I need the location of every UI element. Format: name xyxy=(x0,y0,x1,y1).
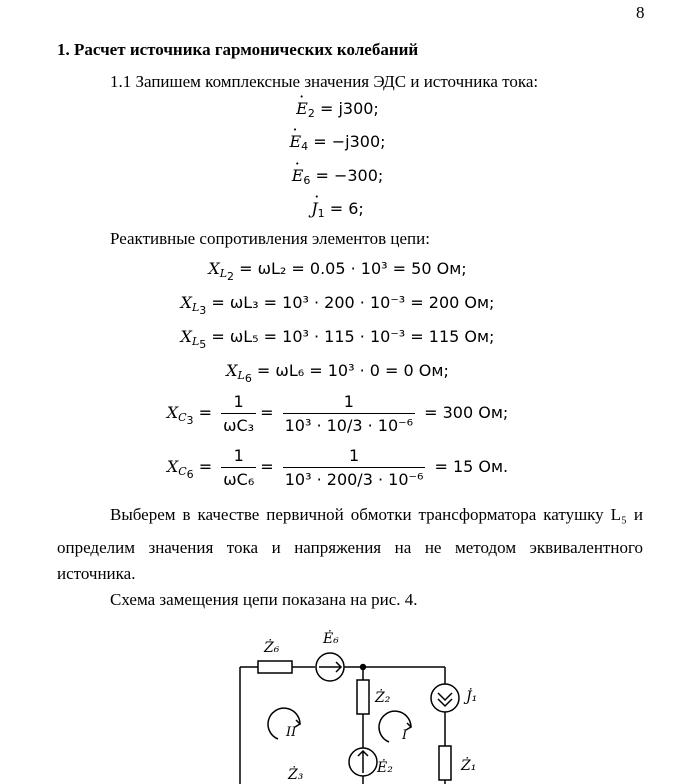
equation-xl2: $X_{L_2} = \omega L_2 = 0.05 \cdot 10^3 = 50$ Ом; xyxy=(208,259,467,283)
label-e6: Ė₆ xyxy=(323,631,339,647)
paragraph-transformer-line1: Выберем в качестве первичной обмотки трансформатора катушку L₅ и xyxy=(110,505,643,524)
resistor-z2 xyxy=(357,680,369,714)
section-heading: 1. Расчет источника гармонических колебаний xyxy=(57,40,419,59)
equation-xl6: $X_{L_6} = \omega L_6 = 10^3 \cdot 0 = 0$ Ом; xyxy=(226,361,449,385)
equation-xl3: $X_{L_3} = \omega L_3 = 10^3 \cdot 200 \cdot 10^{-3} = 200$ Ом; xyxy=(180,293,495,317)
label-e2: Ė₂ xyxy=(377,760,393,776)
equation-xc3: $X_{C_3}$ = $\frac{1}{\text{ωC₃}}$ = $\frac{1}{\text{10³ · 10/3 · 10⁻⁶}}$ = 300 Ом; xyxy=(166,392,509,435)
paragraph-transformer-line3: источника. xyxy=(57,564,136,583)
label-z2: Ż₂ xyxy=(375,690,391,706)
label-z3: Ż₃ xyxy=(288,767,304,783)
label-z6: Ż₆ xyxy=(264,640,280,656)
figure-reference-text: Схема замещения цепи показана на рис. 4. xyxy=(110,590,418,609)
label-j1: J̇₁ xyxy=(466,689,478,705)
reactive-title: Реактивные сопротивления элементов цепи: xyxy=(110,229,430,248)
equation-xc6: $X_{C_6}$ = $\frac{1}{\text{ωC₆}}$ = $\frac{1}{\text{10³ · 200/3 · 10⁻⁶}}$ = 15 Ом. xyxy=(166,446,509,489)
label-z1: Ż₁ xyxy=(461,758,477,774)
intro-text: 1.1 Запишем комплексные значения ЭДС и источника тока: xyxy=(110,72,539,91)
paragraph-transformer-line2: определим значения тока и напряжения на не методом эквивалентного xyxy=(57,538,643,557)
label-loop-ii: II xyxy=(286,725,297,740)
equation-j1: · $J_1 = 6$; xyxy=(0,199,675,220)
circuit-diagram xyxy=(220,620,500,784)
source-j1 xyxy=(431,684,459,712)
label-loop-i: I xyxy=(402,728,408,743)
resistor-z6 xyxy=(258,661,292,673)
resistor-z1 xyxy=(439,746,451,780)
page-number: 8 xyxy=(636,3,645,22)
equation-xl5: $X_{L_5} = \omega L_5 = 10^3 \cdot 115 \cdot 10^{-3} = 115$ Ом; xyxy=(180,327,495,351)
equation-e4: · $E_4 = -j300$; xyxy=(0,132,675,153)
equation-e6: · $E_6 = -300$; xyxy=(0,166,675,187)
equation-e2: · $E_2 = j300$; xyxy=(0,99,675,120)
